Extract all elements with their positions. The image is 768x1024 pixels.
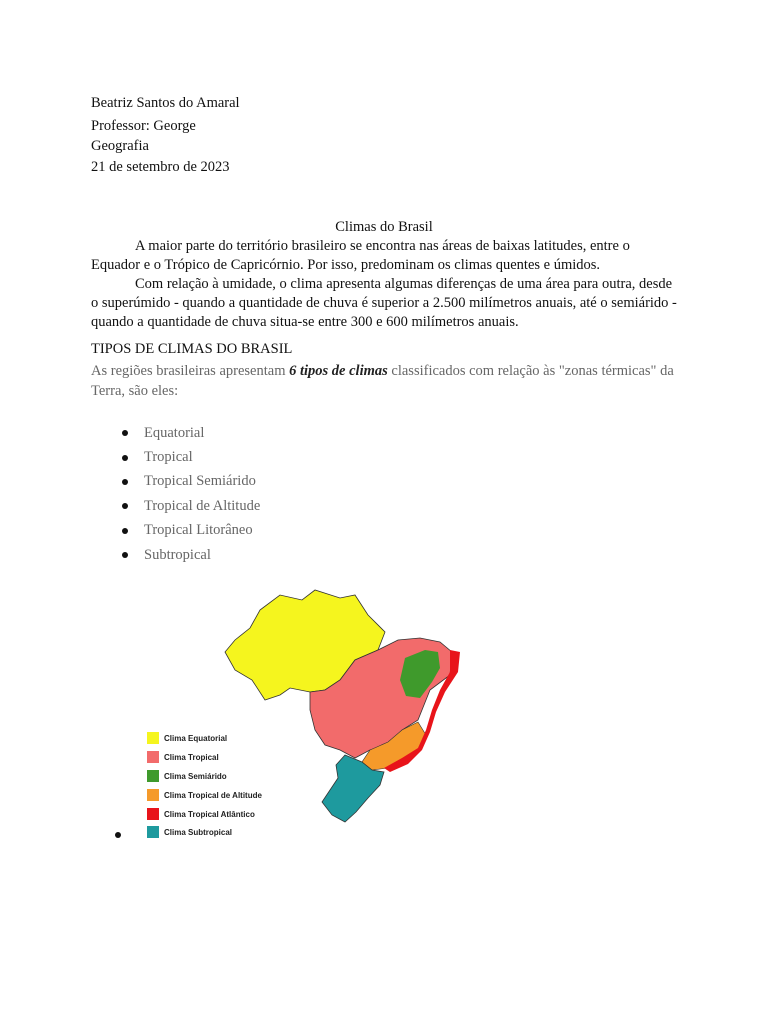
list-item-label: Equatorial bbox=[144, 424, 205, 441]
climate-list bbox=[122, 421, 260, 567]
legend-swatch bbox=[147, 770, 159, 782]
list-item-label: Tropical de Altitude bbox=[144, 497, 261, 514]
list-item bbox=[122, 470, 260, 494]
list-item-label: Tropical Semiárido bbox=[144, 473, 256, 490]
paragraph-2: Com relação à umidade, o clima apresenta algumas diferenças de uma área para outra, desde o superúmido - quando a quantidade de chuva é superior a 2.500 milímetros anuais, até o semiárido - quando a quantidade de chuva situa-se entre 300 e 600 milímetros anuais. bbox=[91, 276, 677, 330]
list-item-label: Subtropical bbox=[144, 546, 211, 563]
list-item bbox=[122, 494, 260, 518]
bullet-icon bbox=[115, 832, 121, 838]
bullet-icon bbox=[122, 552, 128, 558]
legend-label: Clima Subtropical bbox=[164, 828, 233, 837]
bullet-icon bbox=[122, 528, 128, 534]
bullet-icon bbox=[122, 430, 128, 436]
legend-swatch bbox=[147, 808, 159, 820]
document-title: Climas do Brasil bbox=[335, 219, 433, 235]
list-item bbox=[122, 421, 260, 445]
bullet-icon bbox=[122, 479, 128, 485]
list-item bbox=[122, 519, 260, 543]
subject-line: Geografia bbox=[91, 138, 149, 154]
legend-swatch bbox=[147, 789, 159, 801]
bullet-icon bbox=[122, 455, 128, 461]
legend-label: Clima Tropical de Altitude bbox=[164, 791, 262, 800]
legend-label: Clima Semiárido bbox=[164, 772, 227, 781]
intro-before: As regiões brasileiras apresentam bbox=[91, 363, 290, 379]
bullet-icon bbox=[122, 503, 128, 509]
legend-label: Clima Equatorial bbox=[164, 734, 228, 743]
intro-emphasis: 6 tipos de climas bbox=[289, 363, 388, 379]
paragraph-1: A maior parte do território brasileiro se encontra nas áreas de baixas latitudes, entre o Equador e o Trópico de Capricórnio. Por isso, predominam os climas quentes e úmidos. bbox=[91, 238, 630, 273]
professor-line: Professor: George bbox=[91, 118, 196, 134]
legend-swatch bbox=[147, 751, 159, 763]
intro-after: classificados com relação às "zonas térmicas" da Terra, são eles: bbox=[91, 363, 674, 399]
section-heading: TIPOS DE CLIMAS DO BRASIL bbox=[91, 341, 293, 357]
list-item bbox=[122, 543, 260, 567]
brazil-climate-map bbox=[140, 580, 480, 840]
legend-swatch bbox=[147, 826, 159, 838]
list-item-label: Tropical bbox=[144, 449, 193, 466]
date-line: 21 de setembro de 2023 bbox=[91, 159, 230, 175]
legend-label: Clima Tropical bbox=[164, 753, 219, 762]
legend-swatch bbox=[147, 732, 159, 744]
author-name: Beatriz Santos do Amaral bbox=[91, 95, 240, 111]
intro-text bbox=[91, 361, 681, 401]
legend-label: Clima Tropical Atlântico bbox=[164, 810, 255, 819]
list-item-label: Tropical Litorâneo bbox=[144, 522, 253, 539]
map-legend bbox=[147, 732, 262, 838]
list-item bbox=[122, 445, 260, 469]
